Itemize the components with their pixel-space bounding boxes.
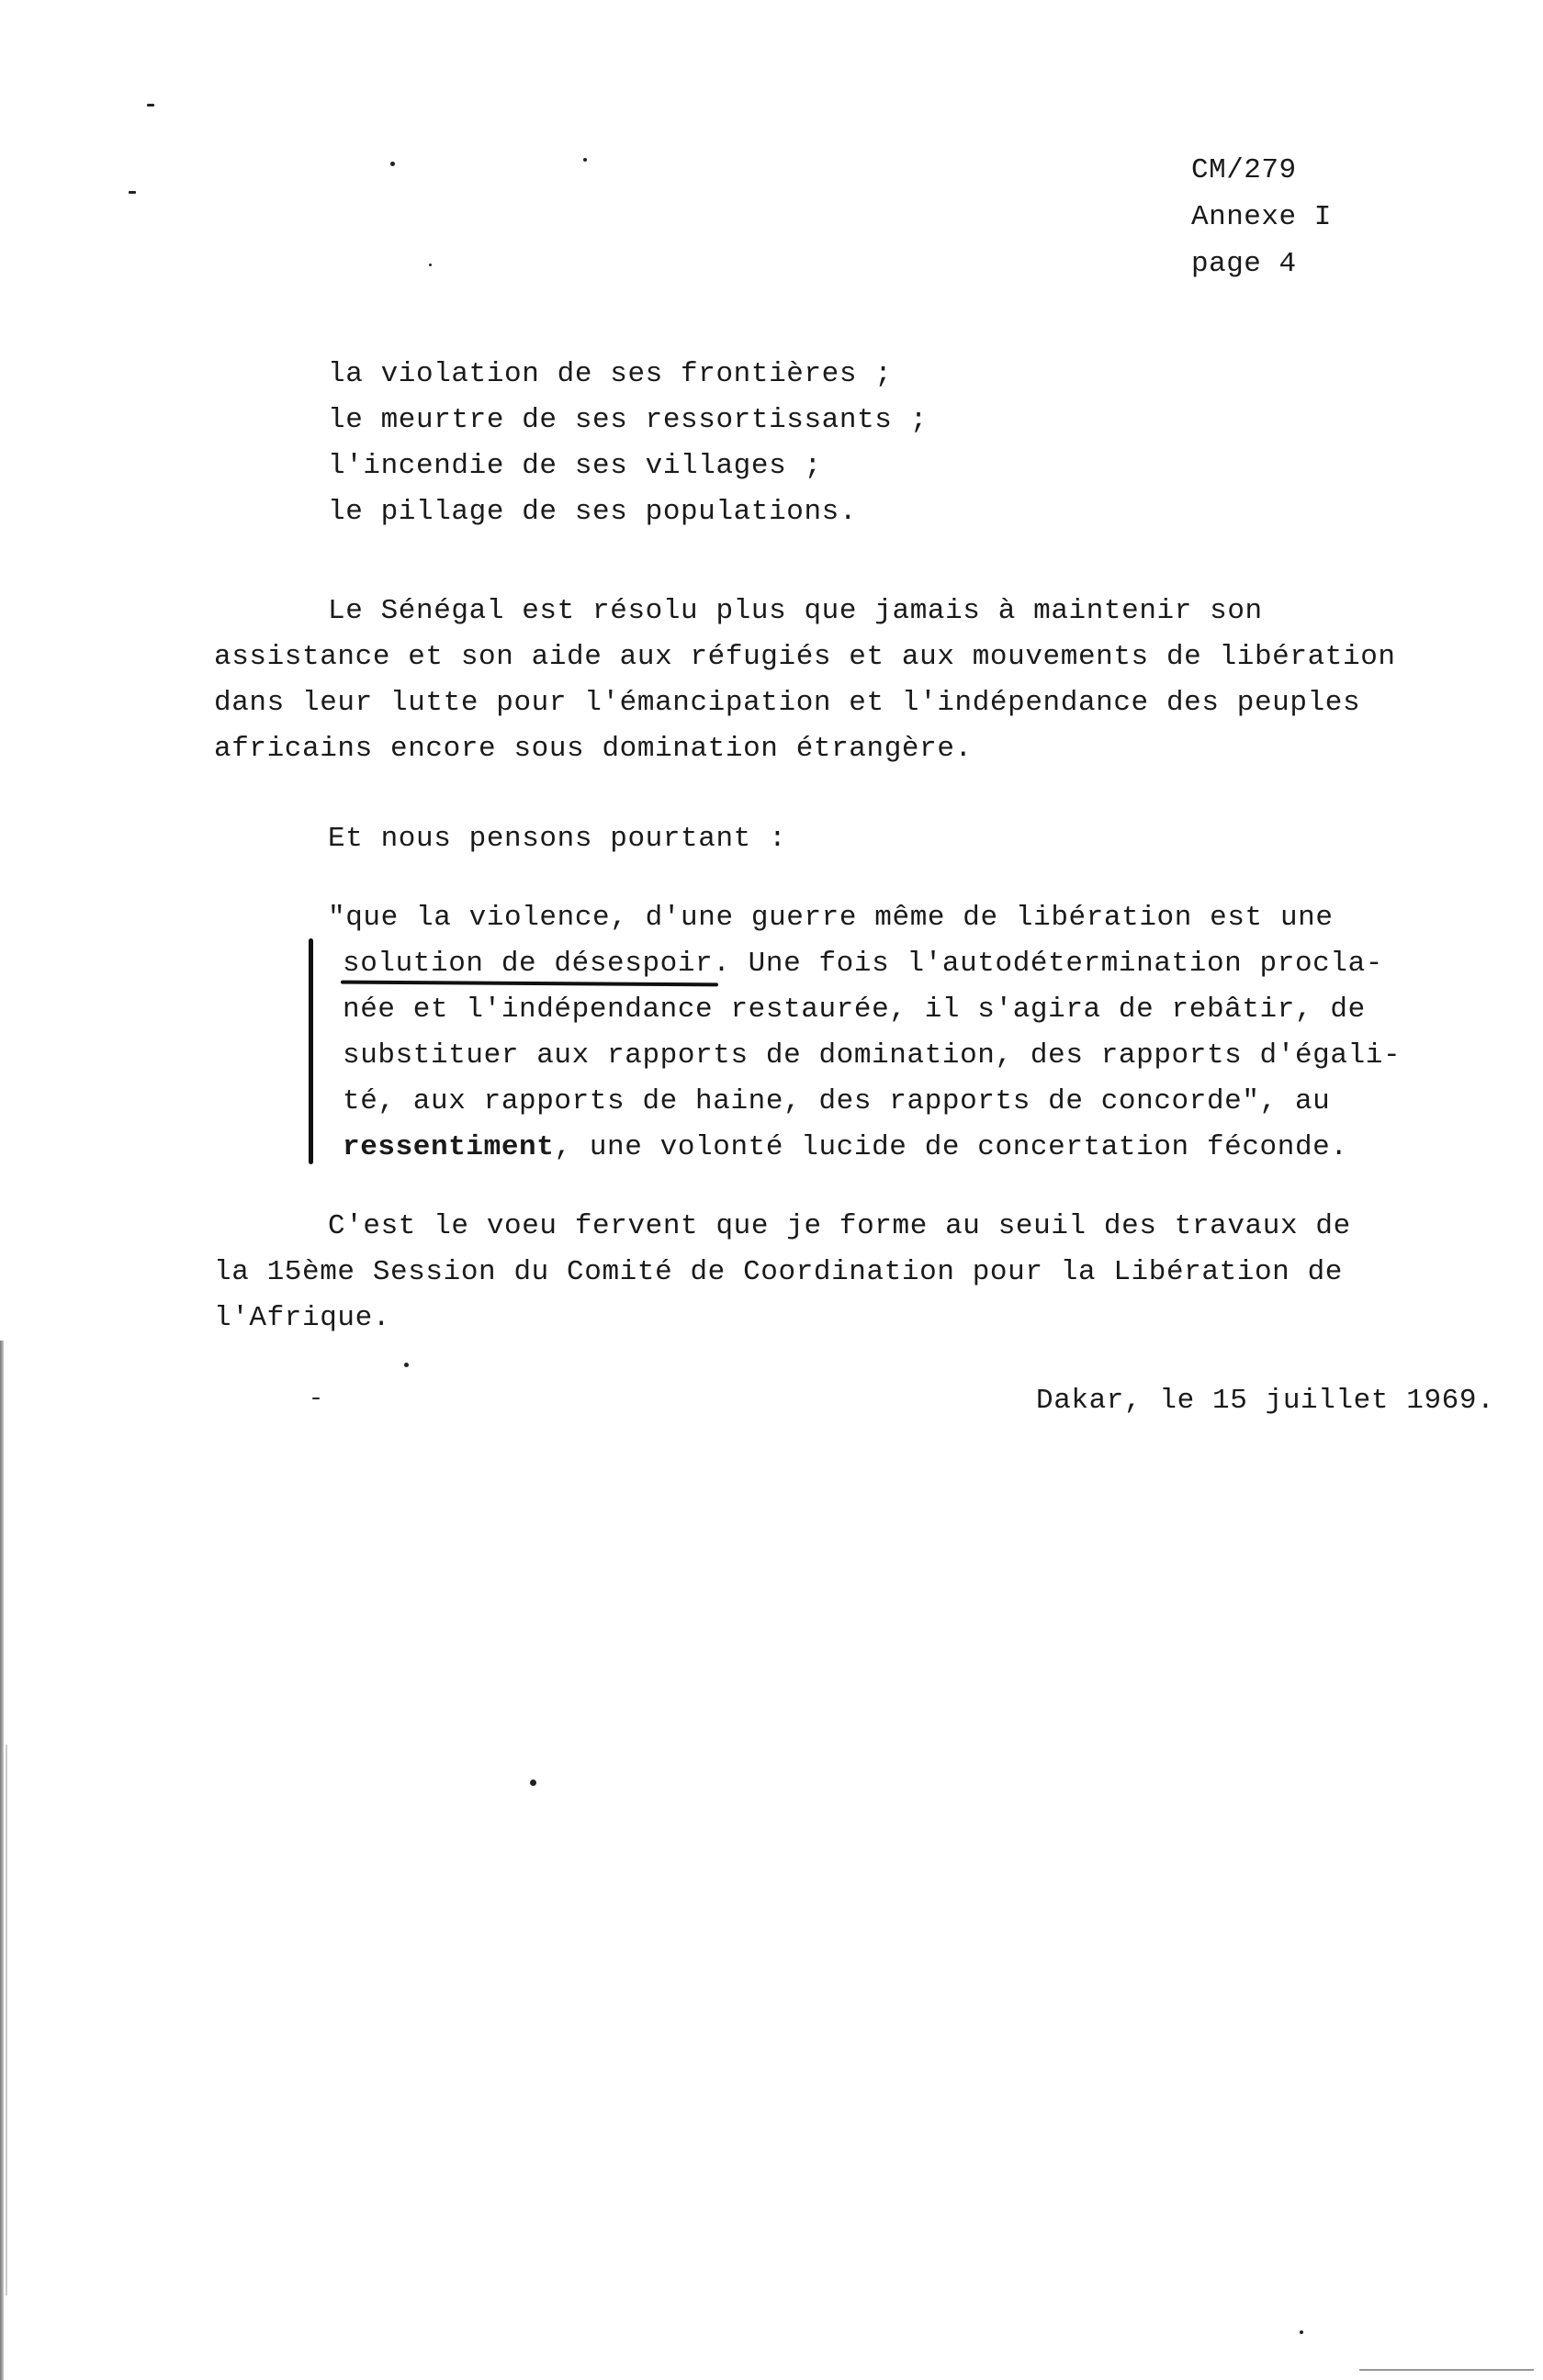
bold-word: ressentiment bbox=[343, 1131, 555, 1163]
scan-speck bbox=[312, 1398, 320, 1399]
page-number: page 4 bbox=[1191, 248, 1297, 280]
scan-speck bbox=[429, 264, 432, 266]
quote-line: "que la violence, d'une guerre même de libération est une bbox=[328, 902, 1334, 934]
scan-edge bbox=[0, 1341, 4, 2380]
paragraph-line: africains encore sous domination étrangère. bbox=[214, 733, 973, 765]
scan-edge bbox=[6, 1745, 7, 2296]
scan-edge bbox=[1359, 2369, 1534, 2371]
scan-speck bbox=[390, 162, 395, 166]
date-place: Dakar, le 15 juillet 1969. bbox=[1036, 1385, 1495, 1417]
document-reference bbox=[1191, 147, 1332, 287]
scan-speck bbox=[530, 1779, 536, 1786]
quote-line: née et l'indépendance restaurée, il s'agira de rebâtir, de bbox=[343, 994, 1366, 1026]
scan-speck bbox=[583, 158, 587, 162]
quote-line: substituer aux rapports de domination, des rapports d'égali- bbox=[343, 1039, 1402, 1072]
doc-ref-number: CM/279 bbox=[1191, 154, 1297, 186]
quote-line: té, aux rapports de haine, des rapports de concorde", au bbox=[343, 1085, 1331, 1117]
paragraph-line: Et nous pensons pourtant : bbox=[328, 823, 787, 855]
list-item: le pillage de ses populations. bbox=[328, 496, 858, 528]
quote-line bbox=[343, 948, 1383, 981]
paragraph-line: dans leur lutte pour l'émancipation et l'indépendance des peuples bbox=[214, 687, 1361, 719]
list-item: le meurtre de ses ressortissants ; bbox=[328, 404, 928, 436]
margin-mark bbox=[309, 938, 313, 1164]
scan-speck bbox=[129, 191, 136, 194]
quote-line-rest: , une volonté lucide de concertation féconde. bbox=[554, 1131, 1348, 1163]
paragraph-line: assistance et son aide aux réfugiés et aux mouvements de libération bbox=[214, 641, 1396, 673]
quote-line-rest: . Une fois l'autodétermination procla- bbox=[713, 948, 1383, 980]
scan-speck bbox=[1300, 2330, 1303, 2334]
underlined-phrase: solution de désespoir bbox=[343, 948, 714, 980]
scan-speck bbox=[147, 104, 154, 107]
paragraph-line: l'Afrique. bbox=[214, 1302, 391, 1334]
scan-speck bbox=[404, 1363, 409, 1367]
annex-label: Annexe I bbox=[1191, 201, 1332, 233]
paragraph-line: C'est le voeu fervent que je forme au seuil des travaux de bbox=[328, 1210, 1351, 1242]
list-item: l'incendie de ses villages ; bbox=[328, 450, 822, 482]
list-item: la violation de ses frontières ; bbox=[328, 358, 893, 390]
paragraph-line: la 15ème Session du Comité de Coordination pour la Libération de bbox=[214, 1256, 1343, 1288]
paragraph-line: Le Sénégal est résolu plus que jamais à maintenir son bbox=[328, 595, 1263, 627]
quote-line bbox=[343, 1131, 1348, 1164]
